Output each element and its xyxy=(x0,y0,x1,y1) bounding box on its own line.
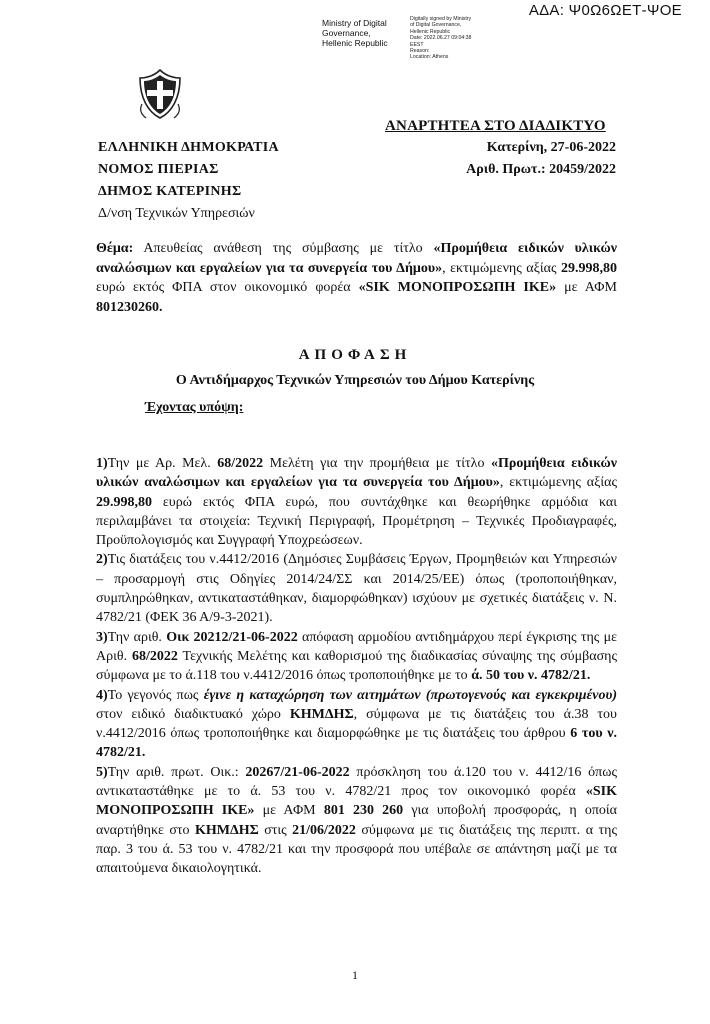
greek-coat-of-arms-icon xyxy=(136,68,184,120)
signature-detail-line: Location: Athens xyxy=(410,54,449,61)
item-number: 4) xyxy=(96,687,108,703)
subject-text: , εκτιμώμενης αξίας xyxy=(442,260,561,276)
signature-detail-line: Digitally signed by Ministry xyxy=(410,16,472,22)
issuer-prefecture: ΝΟΜΟΣ ΠΙΕΡΙΑΣ xyxy=(98,162,219,177)
item-text: στον ειδικό διαδικτυακό χώρο xyxy=(96,706,290,722)
item-text: Την αριθ. xyxy=(107,629,167,645)
issuer-republic: ΕΛΛΗΝΙΚΗ ΔΗΜΟΚΡΑΤΙΑ xyxy=(98,140,279,155)
ada-code: ΑΔΑ: Ψ0Ω6ΩΕΤ-ΨΟΕ xyxy=(528,2,682,19)
item-bold: 29.998,80 xyxy=(96,494,152,510)
item-bold: «Προμήθεια ειδικών υλικών αναλώσιμων και εργαλείων για τα συνεργεία του Δήμου» xyxy=(96,456,617,491)
item-number: 5) xyxy=(96,764,108,780)
item-text: Την αριθ. πρωτ. Οικ.: xyxy=(107,764,246,780)
item-text: Το γεγονός πως xyxy=(107,687,204,703)
subject-paragraph xyxy=(96,239,617,317)
list-item xyxy=(96,550,617,627)
issuer-block xyxy=(98,137,279,225)
signature-org-line: Ministry of Digital xyxy=(322,18,387,28)
considerations-list xyxy=(96,454,617,879)
item-bold: 68/2022 xyxy=(132,648,178,664)
post-online-label: ΑΝΑΡΤΗΤΕΑ ΣΤΟ ΔΙΑΔΙΚΤΥΟ xyxy=(385,118,606,134)
item-bold: ΚΗΜΔΗΣ xyxy=(289,706,354,722)
signature-detail-line: Date: 2022.06.27 09:04:38 xyxy=(410,35,472,42)
list-item xyxy=(96,763,617,879)
item-text: ευρώ εκτός ΦΠΑ ευρώ, που συντάχθηκε και θεωρήθηκε αρμόδια και περιλαμβάνει τα στοιχεία: Τεχνική Περιγραφή, Προμέτρηση – Τεχνικές Προδιαγραφές, Προϋπολογισμός και Συγγραφή Υποχρεώσεων. xyxy=(96,494,617,549)
subject-label: Θέμα: xyxy=(96,241,134,256)
subject-contractor: «SIK ΜΟΝΟΠΡΟΣΩΠΗ ΙΚΕ» xyxy=(358,280,557,295)
item-text: με ΑΦΜ xyxy=(254,803,324,819)
item-text: Μελέτη για την προμήθεια με τίτλο xyxy=(263,456,491,471)
issuer-municipality: ΔΗΜΟΣ ΚΑΤΕΡΙΝΗΣ xyxy=(98,184,242,199)
signature-org-line: Governance, xyxy=(322,28,371,38)
signature-details xyxy=(410,16,520,61)
subject-title: «Προμήθεια ειδικών υλικών αναλώσιμων και εργαλείων για τα συνεργεία του Δήμου» xyxy=(96,241,618,276)
item-bold: 20267/21-06-2022 xyxy=(245,764,350,780)
subject-text: με ΑΦΜ xyxy=(556,280,617,295)
item-bold: Οικ 20212/21-06-2022 xyxy=(166,629,298,645)
item-bold-italic: έγινε η καταχώρηση των αιτημάτων (πρωτογενούς και εγκεκριμένου) xyxy=(203,687,617,703)
date-protocol-block xyxy=(440,137,616,181)
item-number: 3) xyxy=(96,629,108,645)
item-number: 2) xyxy=(96,552,108,568)
item-text: Τις διατάξεις του ν.4412/2016 (Δημόσιες Συμβάσεις Έργων, Προμηθειών και Υπηρεσιών – προσαρμογή στις Οδηγίες 2014/24/ΣΣ και 2014/25/ΕΕ) όπως (τροποποιήθηκαν, συμπληρώθηκαν, αντικαταστάθηκαν, διαμορφώθηκαν) ισχύουν με σχετικές διατάξεις ν. Ν. 4782/21 (ΦΕΚ 36 Α/9-3-2021). xyxy=(96,552,617,626)
signature-detail-line: Reason: xyxy=(410,48,430,55)
signature-detail-line: Hellenic Republic xyxy=(410,28,451,35)
item-bold: 21/06/2022 xyxy=(292,822,356,838)
item-text: Την με Αρ. Μελ. xyxy=(107,456,218,471)
item-text: Τεχνικής Μελέτης και καθορισμού της διαδικασίας σύναψης της σύμβασης σύμφωνα με το ά.118 του ν.4412/2016 όπως τροποποιήθηκε με το xyxy=(96,648,617,684)
signature-org xyxy=(322,18,408,48)
list-item xyxy=(96,686,617,763)
deputy-mayor-line: Ο Αντιδήμαρχος Τεχνικών Υπηρεσιών του Δήμου Κατερίνης xyxy=(175,373,535,388)
signature-detail-line: EEST xyxy=(410,41,424,48)
item-text: απόφαση αρμοδίου αντιδημάρχου περί έγκρισης της με Αριθ. xyxy=(96,629,617,664)
decision-title: ΑΠΟΦΑΣΗ xyxy=(298,347,412,363)
item-text: σύμφωνα με τις διατάξεις της περιπτ. α της παρ. 3 του ά. 53 του ν. 4782/21 και την προσφορά που υπέβαλε σε απάντηση μαζί με τα απαιτούμενα δικαιολογητικά. xyxy=(96,822,617,877)
page-number: 1 xyxy=(352,968,358,982)
item-bold: ά. 50 του ν. 4782/21. xyxy=(471,668,591,684)
protocol-number: Αριθ. Πρωτ.: 20459/2022 xyxy=(466,162,616,177)
item-bold: 801 230 260 xyxy=(323,803,404,819)
item-text: , σύμφωνα με τις διατάξεις του ά.38 του ν.4412/2016 όπως τροποποιήθηκε και διαμορφώθηκε με τις διατάξεις του άρθρου xyxy=(96,706,617,742)
issuer-department: Δ/νση Τεχνικών Υπηρεσιών xyxy=(98,206,255,221)
subject-amount: 29.998,80 xyxy=(561,260,617,276)
subject-text: ευρώ εκτός ΦΠΑ στον οικονομικό φορέα xyxy=(96,280,359,295)
item-bold: 6 του ν. 4782/21. xyxy=(96,726,617,761)
item-text: πρόσκληση του ά.120 του ν. 4412/16 όπως αντικαταστάθηκε με το ά. 53 του ν. 4782/21 προς τον οικονομικό φορέα xyxy=(96,764,617,800)
subject-text: Απευθείας ανάθεση της σύμβασης με τίτλο xyxy=(133,241,434,256)
list-item xyxy=(96,454,617,550)
place-date: Κατερίνη, 27-06-2022 xyxy=(486,140,616,155)
list-item xyxy=(96,628,617,686)
item-bold: 68/2022 xyxy=(217,456,264,471)
item-text: για υποβολή προσφοράς, η οποία αναρτήθηκε στο xyxy=(96,803,617,838)
signature-detail-line: of Digital Governance, xyxy=(410,22,462,29)
item-text: , εκτιμώμενης αξίας xyxy=(499,475,618,491)
item-text: στις xyxy=(258,822,293,838)
subject-tax-id: 801230260. xyxy=(96,299,163,315)
item-bold: «SIK ΜΟΝΟΠΡΟΣΩΠΗ ΙΚΕ» xyxy=(96,784,617,819)
considering-heading: Έχοντας υπόψη: xyxy=(145,400,244,415)
item-bold: ΚΗΜΔΗΣ xyxy=(194,822,259,838)
item-number: 1) xyxy=(96,456,108,471)
signature-org-line: Hellenic Republic xyxy=(322,38,388,48)
